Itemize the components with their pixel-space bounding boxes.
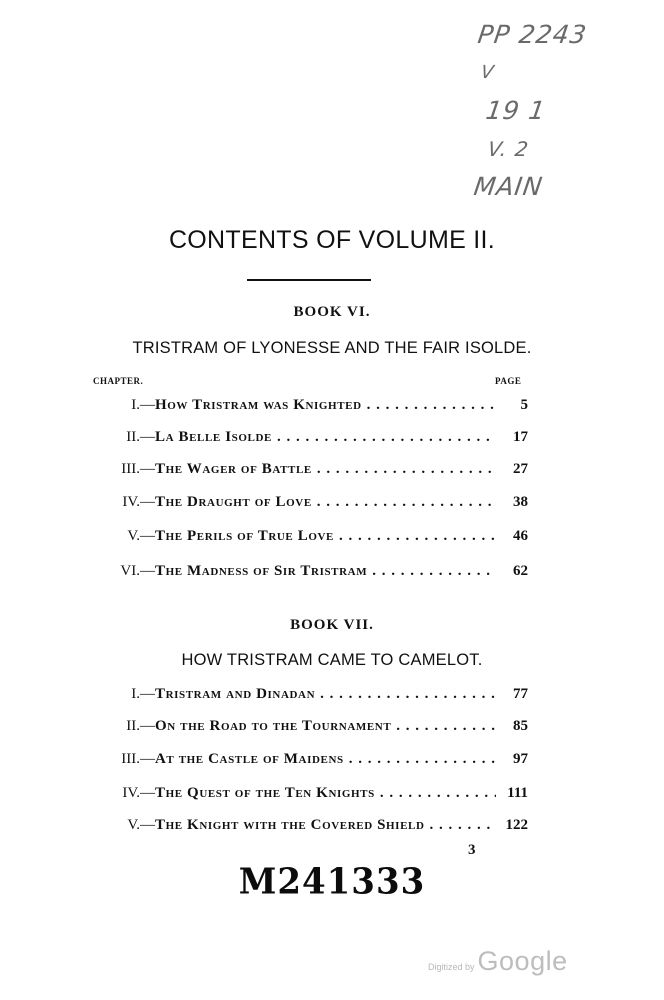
chapter-title: At the Castle of Maidens: [155, 751, 344, 767]
chapter-page: 46: [513, 528, 528, 544]
toc-entry[interactable]: VI. — The Madness of Sir Tristram . . . 62: [100, 563, 528, 589]
toc-entry[interactable]: V. — The Perils of True Love . . . 46: [100, 528, 528, 554]
leader-dots: [391, 718, 496, 735]
chapter-title: The Draught of Love: [155, 494, 312, 510]
chapter-title: The Quest of the Ten Knights: [155, 785, 375, 801]
chapter-number: I.: [131, 397, 140, 413]
shelfmark-line: V: [479, 62, 496, 83]
title-divider: [247, 279, 371, 281]
leader-dots: [362, 397, 496, 414]
book-heading: BOOK VII.: [290, 617, 374, 633]
digitized-by-watermark: [428, 946, 568, 977]
chapter-title: How Tristram was Knighted: [155, 397, 362, 413]
shelfmark-line: 19 1: [484, 96, 548, 125]
chapter-page: 85: [513, 718, 528, 734]
chapter-number: II.: [126, 718, 140, 734]
digitized-prefix: Digitized by: [428, 962, 475, 972]
chapter-page: 97: [513, 751, 528, 767]
leader-dots: [424, 817, 496, 834]
chapter-number: V.: [127, 817, 140, 833]
chapter-number: I.: [131, 686, 140, 702]
chapter-title: The Perils of True Love: [155, 528, 334, 544]
shelfmark-line: PP 2243: [476, 20, 589, 49]
book-subtitle: TRISTRAM OF LYONESSE AND THE FAIR ISOLDE.: [132, 339, 532, 357]
toc-entry[interactable]: II. — La Belle Isolde . . . 17: [100, 429, 528, 455]
page-number: 3: [468, 842, 476, 858]
chapter-title: Tristram and Dinadan: [155, 686, 316, 702]
leader-dots: [334, 528, 496, 545]
leader-dots: [312, 461, 496, 478]
toc-entry[interactable]: II. — On the Road to the Tournament . . . 85: [100, 718, 528, 744]
book-subtitle: HOW TRISTRAM CAME TO CAMELOT.: [181, 651, 483, 669]
chapter-number: IV.: [122, 785, 140, 801]
leader-dots: [344, 751, 496, 768]
chapter-number: V.: [127, 528, 140, 544]
library-stamp: M241333: [238, 861, 426, 903]
chapter-page: 122: [505, 817, 528, 833]
google-logo: Google: [477, 946, 568, 976]
chapter-page: 27: [513, 461, 528, 477]
leader-dots: [272, 429, 496, 446]
toc-entry[interactable]: IV. — The Quest of the Ten Knights . . . 111: [100, 785, 528, 811]
chapter-page: 77: [513, 686, 528, 702]
toc-entry[interactable]: III. — At the Castle of Maidens . . . 97: [100, 751, 528, 777]
handwritten-shelfmark: [466, 16, 606, 206]
page-column-label: PAGE: [495, 376, 522, 386]
toc-entry[interactable]: I. — Tristram and Dinadan . . . 77: [100, 686, 528, 712]
chapter-title: The Madness of Sir Tristram: [155, 563, 368, 579]
chapter-page: 62: [513, 563, 528, 579]
chapter-column-label: CHAPTER.: [93, 376, 144, 386]
book-heading: BOOK VI.: [293, 304, 371, 320]
chapter-page: 38: [513, 494, 528, 510]
leader-dots: [367, 563, 496, 580]
leader-dots: [375, 785, 496, 802]
toc-entry[interactable]: V. — The Knight with the Covered Shield . . . 122: [100, 817, 528, 843]
chapter-number: III.: [121, 461, 140, 477]
chapter-page: 17: [513, 429, 528, 445]
chapter-number: IV.: [122, 494, 140, 510]
shelfmark-line: V. 2: [486, 137, 531, 161]
chapter-title: The Knight with the Covered Shield: [155, 817, 425, 833]
chapter-title: La Belle Isolde: [155, 429, 272, 445]
chapter-title: On the Road to the Tournament: [155, 718, 392, 734]
chapter-number: III.: [121, 751, 140, 767]
leader-dots: [315, 686, 496, 703]
toc-entry[interactable]: IV. — The Draught of Love . . . 38: [100, 494, 528, 520]
chapter-page: 111: [507, 785, 528, 801]
toc-entry[interactable]: I. — How Tristram was Knighted . . . 5: [100, 397, 528, 423]
shelfmark-line: MAIN: [472, 172, 545, 201]
chapter-page: 5: [520, 397, 528, 413]
chapter-title: The Wager of Battle: [155, 461, 312, 477]
toc-entry[interactable]: III. — The Wager of Battle . . . 27: [100, 461, 528, 487]
chapter-number: II.: [126, 429, 140, 445]
page-title: CONTENTS OF VOLUME II.: [168, 226, 496, 254]
chapter-number: VI.: [120, 563, 140, 579]
leader-dots: [312, 494, 496, 511]
